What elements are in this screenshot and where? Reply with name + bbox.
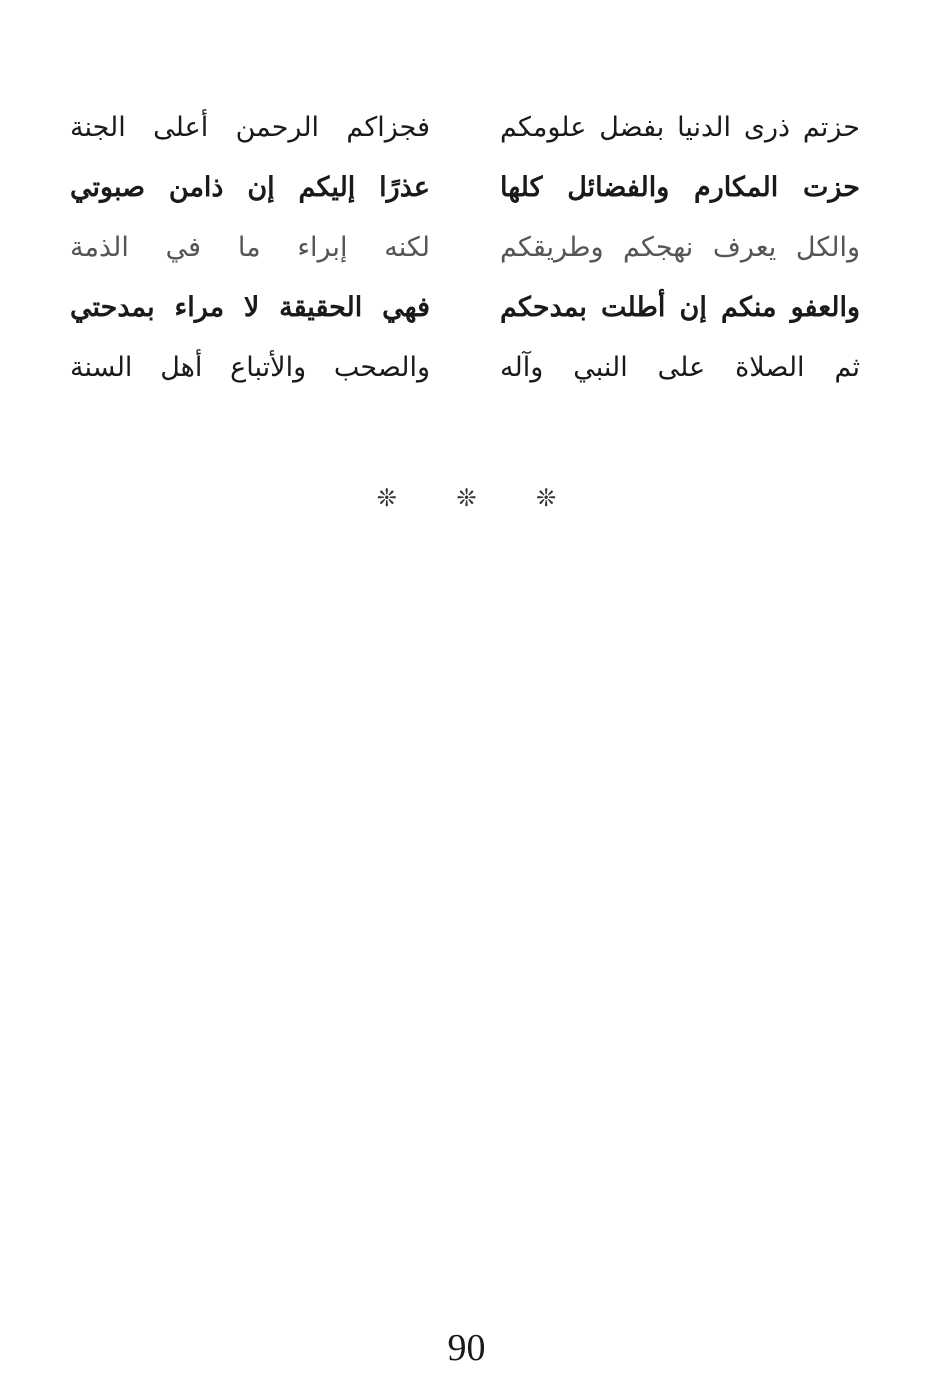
- verse-second-hemistich: فجزاكم الرحمن أعلى الجنة: [70, 112, 430, 143]
- verse-second-hemistich: عذرًا إليكم إن ذامن صبوتي: [70, 172, 430, 203]
- verse: [70, 220, 860, 276]
- verse-second-hemistich: فهي الحقيقة لا مراء بمدحتي: [70, 292, 430, 323]
- verse: [70, 280, 860, 336]
- poem: [70, 100, 860, 400]
- verse: [70, 100, 860, 156]
- verse-first-hemistich: ثم الصلاة على النبي وآله: [500, 352, 860, 383]
- page-number: 90: [447, 1327, 486, 1369]
- verse-second-hemistich: لكنه إبراء ما في الذمة: [70, 232, 430, 263]
- verse-first-hemistich: حزت المكارم والفضائل كلها: [500, 172, 860, 203]
- verse-first-hemistich: حزتم ذرى الدنيا بفضل علومكم: [500, 112, 860, 143]
- section-separator: ❊ ❊ ❊: [376, 484, 583, 512]
- verse: [70, 340, 860, 396]
- verse-second-hemistich: والصحب والأتباع أهل السنة: [70, 352, 430, 383]
- verse-first-hemistich: والعفو منكم إن أطلت بمدحكم: [500, 292, 860, 323]
- verse-first-hemistich: والكل يعرف نهجكم وطريقكم: [500, 232, 860, 263]
- verse: [70, 160, 860, 216]
